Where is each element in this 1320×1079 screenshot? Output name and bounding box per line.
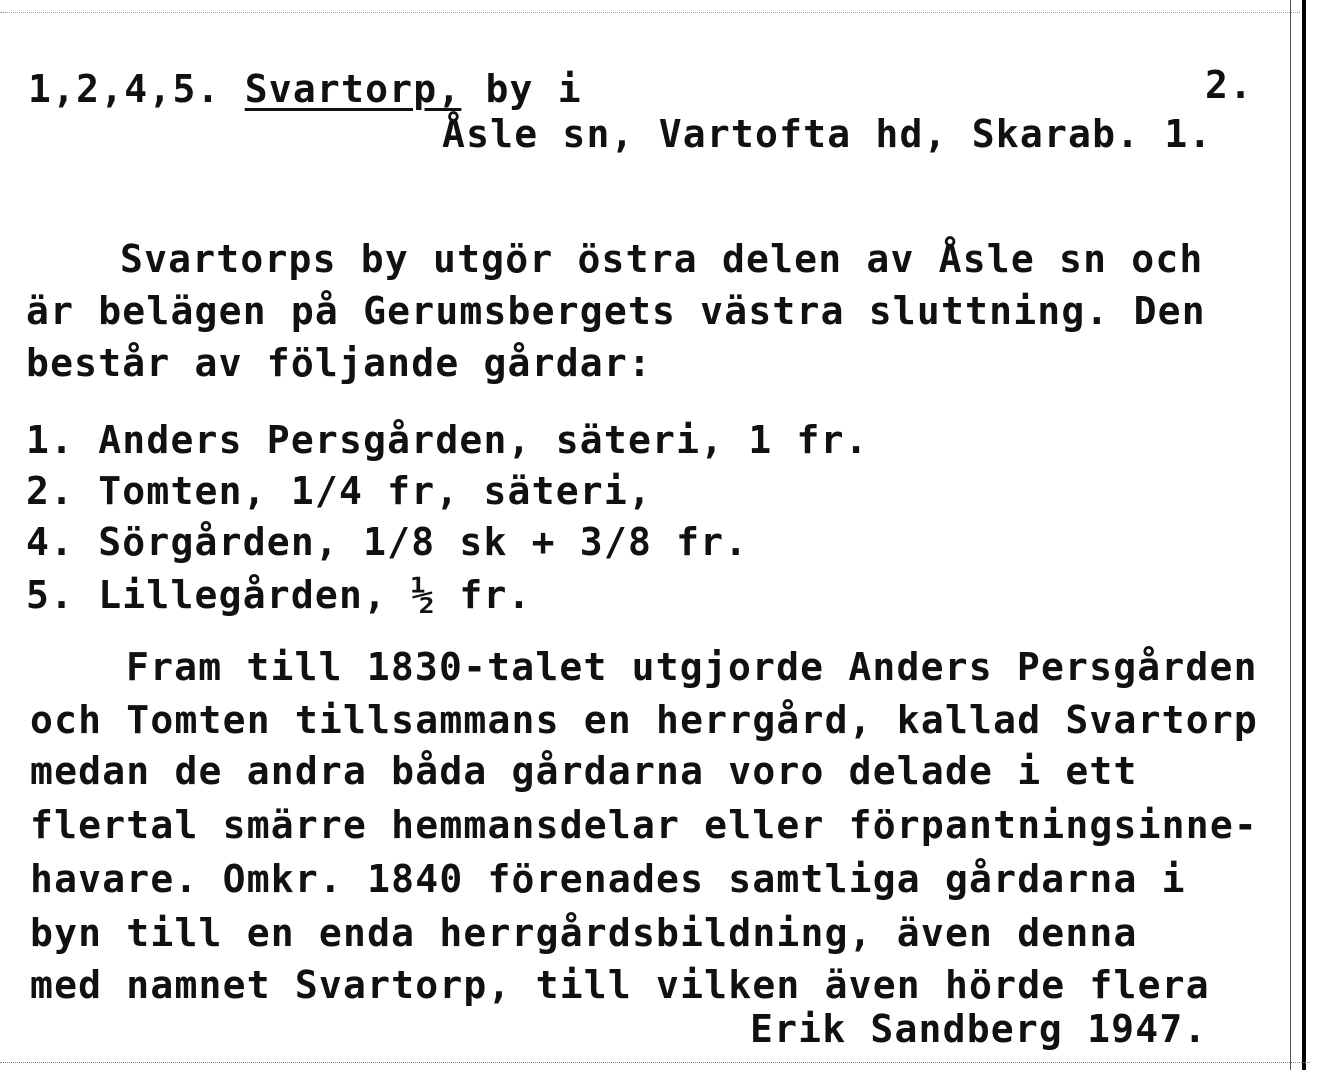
- farm-item-4: 4. Sörgården, 1/8 sk + 3/8 fr.: [26, 520, 749, 564]
- card-bottom-edge: [0, 1062, 1310, 1064]
- header-numbers: 1,2,4,5.: [28, 67, 221, 111]
- intro-line-1: Svartorps by utgör östra delen av Åsle sn och: [120, 237, 1204, 281]
- header-place-suffix: by i: [461, 67, 582, 111]
- body-line-2: och Tomten tillsammans en herrgård, kallad Svartorp: [30, 698, 1258, 742]
- farm-item-1: 1. Anders Persgården, säteri, 1 fr.: [26, 418, 869, 462]
- card-number: 2.: [1205, 63, 1254, 107]
- body-line-5: havare. Omkr. 1840 förenades samtliga gårdarna i: [30, 857, 1186, 901]
- farm-item-2: 2. Tomten, 1/4 fr, säteri,: [26, 469, 653, 513]
- body-line-1: Fram till 1830-talet utgjorde Anders Persgården: [126, 645, 1258, 689]
- header-location: Åsle sn, Vartofta hd, Skarab. 1.: [442, 112, 1213, 156]
- body-line-4: flertal smärre hemmansdelar eller förpantningsinne-: [30, 803, 1258, 847]
- intro-line-3: består av följande gårdar:: [26, 341, 653, 385]
- card-right-edge: [1302, 0, 1306, 1070]
- body-line-7: med namnet Svartorp, till vilken även hörde flera: [30, 963, 1210, 1007]
- card-top-edge: [0, 12, 1300, 14]
- body-line-3: medan de andra båda gårdarna voro delade i ett: [30, 749, 1138, 793]
- intro-line-2: är belägen på Gerumsbergets västra sluttning. Den: [26, 289, 1206, 333]
- signature: Erik Sandberg 1947.: [750, 1007, 1208, 1051]
- header-place-name: Svartorp,: [244, 67, 462, 111]
- card-right-inner-edge: [1290, 0, 1291, 1070]
- farm-item-5: 5. Lillegården, ½ fr.: [26, 573, 532, 617]
- body-line-6: byn till en enda herrgårdsbildning, även denna: [30, 911, 1138, 955]
- header-line: [28, 67, 582, 111]
